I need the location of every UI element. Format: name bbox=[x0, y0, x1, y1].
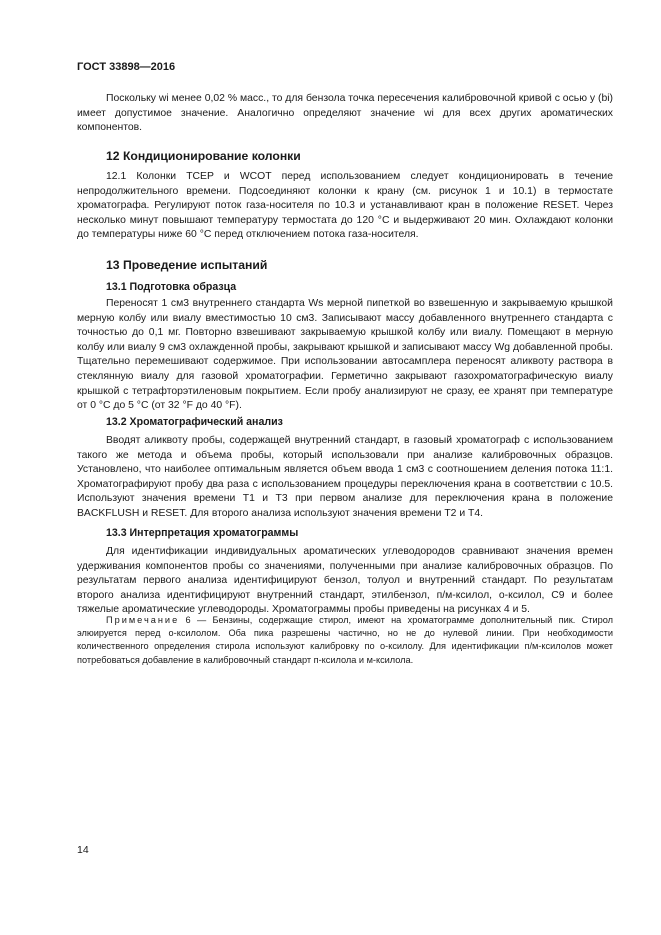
note-label: Примечание bbox=[106, 615, 180, 625]
section-13-3-paragraph: Для идентификации индивидуальных ароматических углеводородов сравнивают значения времен удерживания компонентов пробы со значениями, полученными при анализе калибровочных образцов. По результатам первого анализа идентифицируют бензол, толуол и внутренний стандарт. По результатам второго анализа идентифицируют внутренний стандарт, этилбензол, п/м-ксилол, о-ксилол, С9 и более тяжелые ароматические углеводороды. Хроматограммы пробы приведены на рисунках 4 и 5. bbox=[77, 546, 613, 616]
note-paragraph bbox=[77, 614, 613, 667]
section-13-3-body bbox=[77, 545, 613, 618]
intro-text: Поскольку wi менее 0,02 % масс., то для бензола точка пересечения калибровочной кривой с осью y (bi) имеет допустимое значение. Аналогично определяют значение wi для всех других ароматических компонентов. bbox=[77, 93, 613, 134]
section-12-paragraph: 12.1 Колонки TCEP и WCOT перед использованием следует кондиционировать в течение непродолжительного времени. Подсоединяют колонки к крану (см. рисунок 1 и 10.1) в термостате хроматографа. Регулируют поток газа-носителя по 10.3 и устанавливают кран в положение RESET. Через несколько минут повышают температуру термостата до 120 °С и выдерживают 20 мин. Охлаждают колонки до температуры ниже 60 °С перед отключением потока газа-носителя. bbox=[77, 171, 613, 241]
intro-paragraph bbox=[77, 92, 613, 136]
standard-header: ГОСТ 33898—2016 bbox=[77, 61, 176, 73]
section-13-1-paragraph: Переносят 1 см3 внутреннего стандарта Ws мерной пипеткой во взвешенную и закрываемую крышкой мерную колбу или виалу вместимостью 10 см3. Записывают массу добавленного внутреннего стандарта с точностью до 0,1 мг. Повторно взвешивают закрываемую крышкой колбу или виалу. Помещают в мерную колбу или виалу 9 см3 охлажденной пробы, закрывают крышкой и записывают массу Wg добавленной пробы. Тщательно перемешивают содержимое. При использовании автосамплера переносят аликвоту раствора в стеклянную виалу для газовой хроматографии. Герметично закрывают газохроматографическую виалу крышкой с тетрафторэтиленовым покрытием. Если пробу анализируют не сразу, ее хранят при температуре от 0 °С до 5 °С (от 32 °F до 40 °F). bbox=[77, 298, 613, 412]
section-13-2-paragraph: Вводят аликвоту пробы, содержащей внутренний стандарт, в газовый хроматограф с использованием такого же метода и объема пробы, который использовали при анализе калибровочных образцов. Установлено, что наиболее оптимальным является объем ввода 1 см3 с соотношением деления потока 11:1. Хроматографируют пробу два раза с использованием процедуры переключения крана в соответствии с 10.5. Используют значения времени T1 и T3 при первом анализе для переключения крана в положение BACKFLUSH и RESET. Для второго анализа используют значения времени T2 и T4. bbox=[77, 435, 613, 519]
section-13-2-heading: 13.2 Хроматографический анализ bbox=[106, 416, 283, 428]
note-text: 6 — Бензины, содержащие стирол, имеют на хроматограмме дополнительный пик. Стирол элюируется перед о-ксилолом. Оба пика разрешены частично, но не до нулевой линии. При необходимости количественного определения стирола используют калибровку по о-ксилолу. Для идентификации п/м-ксилолов может потребоваться добавление в калибровочный стандарт п-ксилола и м-ксилола. bbox=[77, 615, 613, 665]
section-13-heading: 13 Проведение испытаний bbox=[106, 258, 268, 272]
section-13-1-heading: 13.1 Подготовка образца bbox=[106, 281, 237, 293]
section-13-3-heading: 13.3 Интерпретация хроматограммы bbox=[106, 527, 299, 539]
section-13-1-body bbox=[77, 297, 613, 414]
note-block bbox=[77, 614, 613, 667]
page-number: 14 bbox=[77, 844, 89, 856]
section-12-heading: 12 Кондиционирование колонки bbox=[106, 149, 301, 163]
section-12-body bbox=[77, 170, 613, 243]
section-13-2-body bbox=[77, 434, 613, 522]
